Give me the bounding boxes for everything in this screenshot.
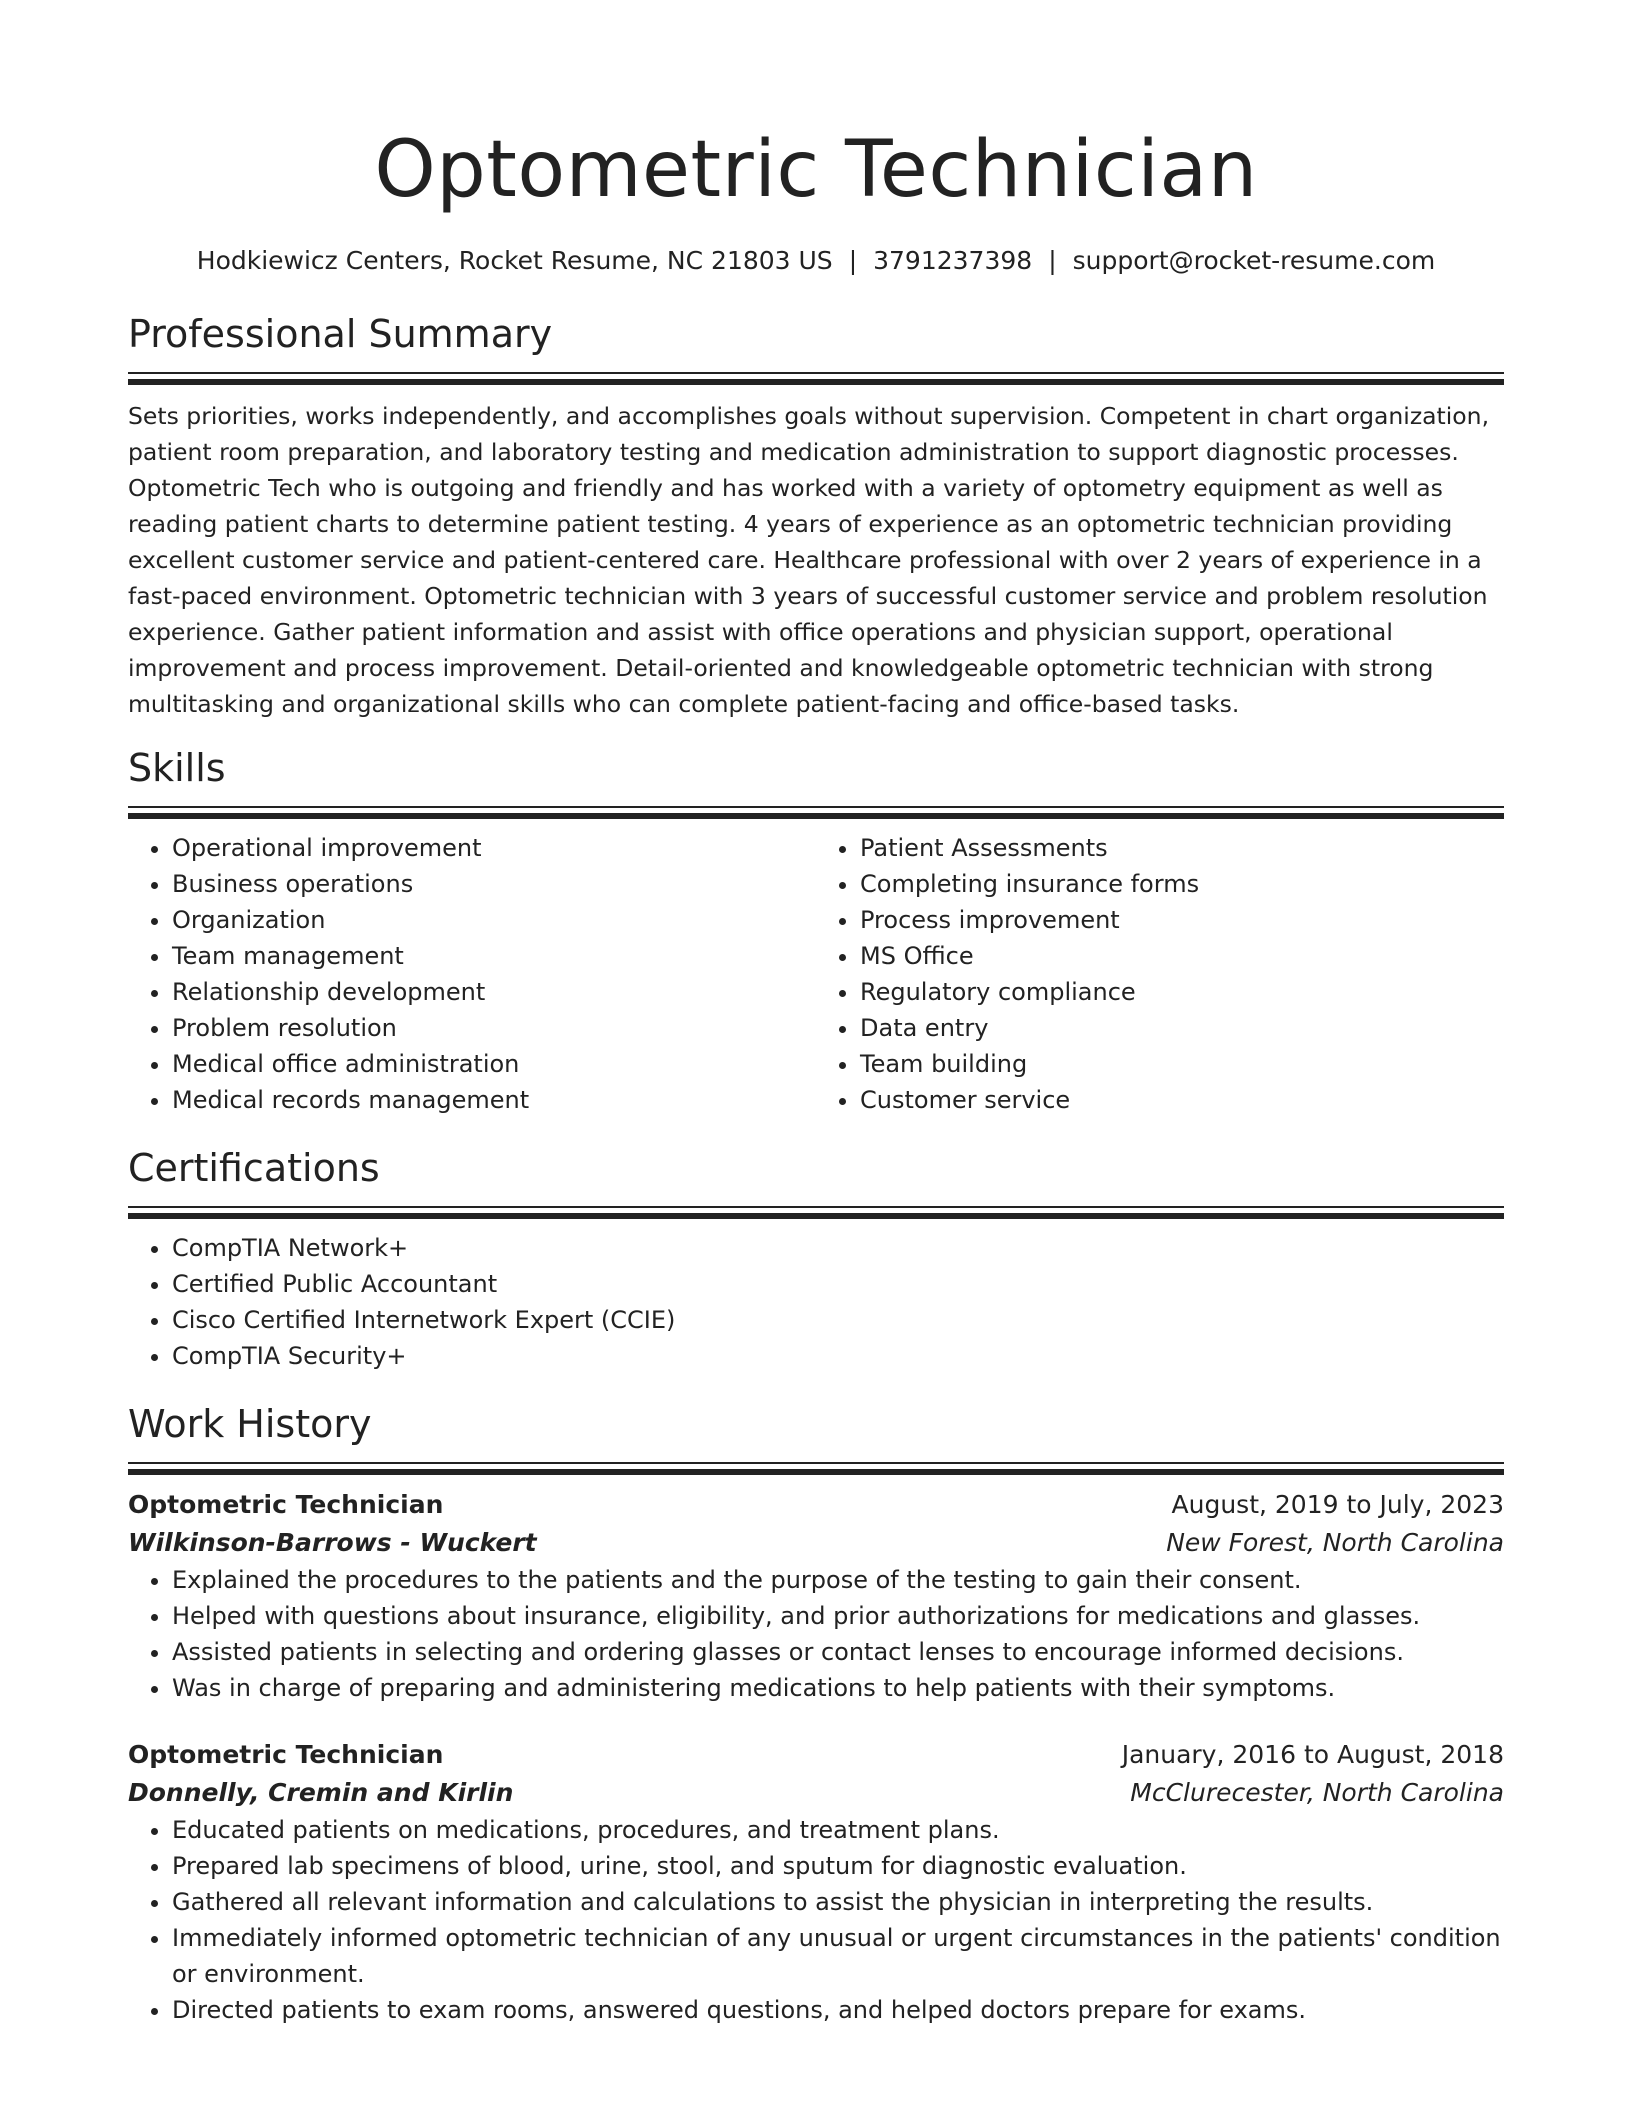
skills-column-right: [816, 830, 1504, 1118]
job-duties-list: [128, 1812, 1504, 2028]
job-company: Wilkinson-Barrows - Wuckert: [128, 1528, 537, 1557]
skill-item: • Data entry: [860, 1010, 1504, 1046]
job-location: New Forest, North Carolina: [1166, 1528, 1504, 1557]
job-duty-item: • Was in charge of preparing and administering medications to help patients with their symptoms.: [172, 1670, 1504, 1706]
job-entry: [128, 1736, 1504, 2028]
skill-item: • Problem resolution: [172, 1010, 816, 1046]
job-entry: [128, 1486, 1504, 1706]
job-title: Optometric Technician: [128, 1490, 444, 1519]
section-divider: [128, 1462, 1504, 1474]
skill-item: • Team building: [860, 1046, 1504, 1082]
job-company: Donnelly, Cremin and Kirlin: [128, 1778, 514, 1807]
skill-item: • Regulatory compliance: [860, 974, 1504, 1010]
skill-item: • Medical office administration: [172, 1046, 816, 1082]
summary-text: Sets priorities, works independently, and accomplishes goals without supervision. Competent in chart organization, patient room preparation, and laboratory testing and medication administration to support diagnostic processes. Optometric Tech who is outgoing and friendly and has worked with a variety of optometry equipment as well as reading patient charts to determine patient testing. 4 years of experience as an optometric technician providing excellent customer service and patient-centered care. Healthcare professional with over 2 years of experience in a fast-paced environment. Optometric technician with 3 years of successful customer service and problem resolution experience. Gather patient information and assist with office operations and physician support, operational improvement and process improvement. Detail-oriented and knowledgeable optometric technician with strong multitasking and organizational skills who can complete patient-facing and office-based tasks.: [128, 402, 1490, 718]
job-duty-item: • Prepared lab specimens of blood, urine, stool, and sputum for diagnostic evaluation.: [172, 1848, 1504, 1884]
skill-item: • MS Office: [860, 938, 1504, 974]
contact-separator: |: [848, 246, 858, 275]
skill-item: • Medical records management: [172, 1082, 816, 1118]
certifications-list: [128, 1230, 1504, 1374]
resume-name: Optometric Technician: [374, 125, 1258, 215]
job-dates: August, 2019 to July, 2023: [1171, 1490, 1504, 1519]
certifications-section: [128, 1144, 1504, 1374]
job-title: Optometric Technician: [128, 1740, 444, 1769]
job-duty-item: • Educated patients on medications, procedures, and treatment plans.: [172, 1812, 1504, 1848]
skill-item: • Relationship development: [172, 974, 816, 1010]
section-title-skills: Skills: [128, 746, 226, 790]
job-duty-item: • Directed patients to exam rooms, answered questions, and helped doctors prepare for exams.: [172, 1992, 1504, 2028]
job-dates: January, 2016 to August, 2018: [1121, 1740, 1504, 1769]
certification-item: • CompTIA Security+: [172, 1338, 1504, 1374]
job-duties-list: [128, 1562, 1504, 1706]
contact-phone: 3791237398: [873, 246, 1033, 275]
certification-item: • CompTIA Network+: [172, 1230, 1504, 1266]
section-divider: [128, 806, 1504, 818]
job-duty-item: • Explained the procedures to the patients and the purpose of the testing to gain their consent.: [172, 1562, 1504, 1598]
skill-item: • Customer service: [860, 1082, 1504, 1118]
section-title-certifications: Certifications: [128, 1146, 380, 1190]
job-subheader-row: [128, 1524, 1504, 1562]
skill-item: • Patient Assessments: [860, 830, 1504, 866]
certification-item: • Certified Public Accountant: [172, 1266, 1504, 1302]
contact-email[interactable]: support@rocket-resume.com: [1072, 246, 1436, 275]
skill-item: • Team management: [172, 938, 816, 974]
job-duty-item: • Helped with questions about insurance, eligibility, and prior authorizations for medications and glasses.: [172, 1598, 1504, 1634]
job-header-row: [128, 1736, 1504, 1774]
skill-item: • Operational improvement: [172, 830, 816, 866]
section-title-summary: Professional Summary: [128, 312, 553, 356]
skill-item: • Process improvement: [860, 902, 1504, 938]
job-header-row: [128, 1486, 1504, 1524]
section-divider: [128, 1206, 1504, 1218]
job-subheader-row: [128, 1774, 1504, 1812]
skill-item: • Completing insurance forms: [860, 866, 1504, 902]
skill-item: • Business operations: [172, 866, 816, 902]
summary-section: [128, 310, 1504, 722]
section-title-work-history: Work History: [128, 1402, 372, 1446]
work-history-section: [128, 1400, 1504, 2028]
section-divider: [128, 372, 1504, 384]
skill-item: • Organization: [172, 902, 816, 938]
contact-address: Hodkiewicz Centers, Rocket Resume, NC 21803 US: [196, 246, 833, 275]
job-duty-item: • Immediately informed optometric technician of any unusual or urgent circumstances in the patients' condition or environment.: [172, 1920, 1504, 1992]
contact-line: [128, 244, 1504, 278]
skills-section: [128, 744, 1504, 1118]
skills-grid: [128, 830, 1504, 1118]
skills-list-right: [816, 830, 1504, 1118]
job-duty-item: • Assisted patients in selecting and ordering glasses or contact lenses to encourage informed decisions.: [172, 1634, 1504, 1670]
job-duty-item: • Gathered all relevant information and calculations to assist the physician in interpreting the results.: [172, 1884, 1504, 1920]
skills-list-left: [128, 830, 816, 1118]
certification-item: • Cisco Certified Internetwork Expert (CCIE): [172, 1302, 1504, 1338]
skills-column-left: [128, 830, 816, 1118]
contact-separator: |: [1048, 246, 1057, 275]
job-location: McClurecester, North Carolina: [1130, 1778, 1504, 1807]
